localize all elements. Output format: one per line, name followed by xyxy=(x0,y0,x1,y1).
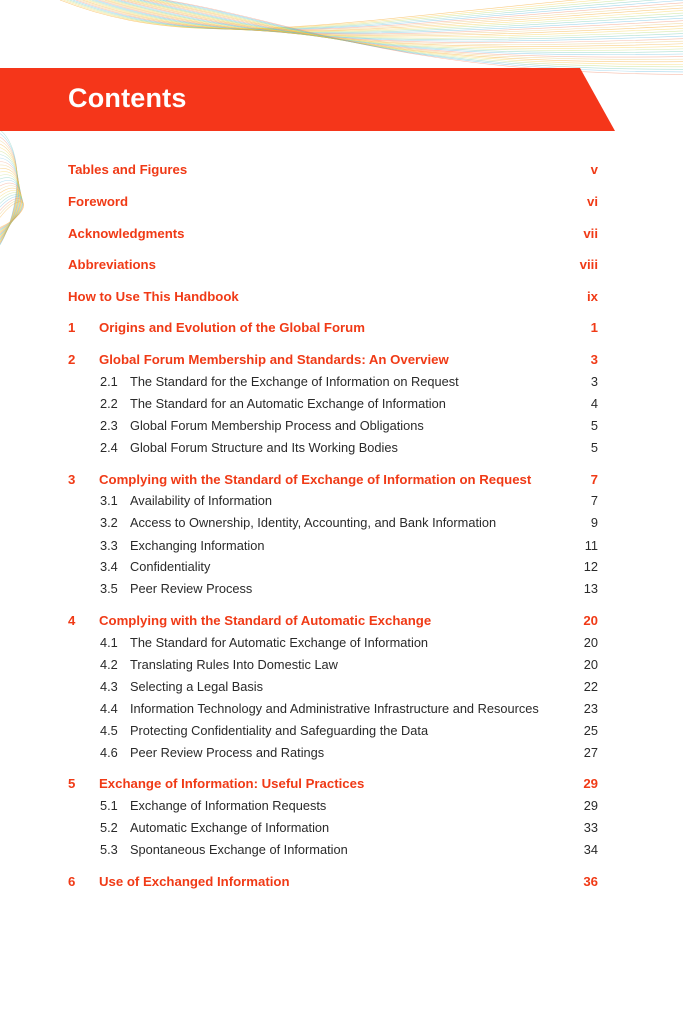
section-title: Global Forum Structure and Its Working Bodies xyxy=(130,440,398,455)
section-page: 5 xyxy=(590,440,598,455)
toc-section[interactable] xyxy=(68,634,598,652)
toc-entry-page: vi xyxy=(587,194,598,209)
section-page: 33 xyxy=(583,820,598,835)
section-number: 3.1 xyxy=(100,493,118,508)
section-page: 11 xyxy=(584,538,598,553)
section-title: Translating Rules Into Domestic Law xyxy=(130,657,338,672)
section-title: Exchanging Information xyxy=(130,538,265,553)
section-page: 9 xyxy=(590,515,598,530)
section-title: Information Technology and Administrative Infrastructure and Resources xyxy=(130,701,539,716)
toc-section[interactable] xyxy=(68,514,598,532)
chapter-number: 3 xyxy=(68,472,76,487)
toc-entry-front-matter[interactable] xyxy=(68,225,598,243)
section-number: 4.2 xyxy=(100,657,118,672)
toc-section[interactable] xyxy=(68,744,598,762)
section-number: 5.3 xyxy=(100,842,118,857)
section-page: 4 xyxy=(590,396,598,411)
toc-entry-title: How to Use This Handbook xyxy=(68,289,239,304)
chapter-page: 3 xyxy=(590,352,598,367)
section-title: Protecting Confidentiality and Safeguarding the Data xyxy=(130,723,429,738)
section-page: 23 xyxy=(583,701,598,716)
section-title: Peer Review Process xyxy=(130,581,253,596)
toc-entry-title: Abbreviations xyxy=(68,257,156,272)
toc-entry-front-matter[interactable] xyxy=(68,161,598,179)
toc-chapter-4[interactable] xyxy=(68,612,598,630)
chapter-title: Complying with the Standard of Automatic Exchange xyxy=(99,613,432,628)
toc-section[interactable] xyxy=(68,492,598,510)
section-title: Availability of Information xyxy=(130,493,273,508)
section-title: Confidentiality xyxy=(130,559,211,574)
section-page: 34 xyxy=(583,842,598,857)
toc-entry-title: Acknowledgments xyxy=(68,226,185,241)
section-page: 20 xyxy=(583,657,598,672)
section-title: Automatic Exchange of Information xyxy=(130,820,330,835)
section-page: 13 xyxy=(583,581,598,596)
toc-entry-title: Foreword xyxy=(68,194,129,209)
toc-entry-front-matter[interactable] xyxy=(68,288,598,306)
section-number: 5.1 xyxy=(100,798,118,813)
section-page: 25 xyxy=(583,723,598,738)
section-number: 2.2 xyxy=(100,396,118,411)
section-title: Peer Review Process and Ratings xyxy=(130,745,325,760)
toc-section[interactable] xyxy=(68,656,598,674)
section-number: 4.4 xyxy=(100,701,118,716)
toc-section[interactable] xyxy=(68,537,598,555)
toc-section[interactable] xyxy=(68,700,598,718)
chapter-title: Exchange of Information: Useful Practices xyxy=(99,776,365,791)
section-title: The Standard for an Automatic Exchange of Information xyxy=(130,396,446,411)
toc-section[interactable] xyxy=(68,373,598,391)
section-title: Global Forum Membership Process and Obligations xyxy=(130,418,424,433)
chapter-number: 2 xyxy=(68,352,76,367)
toc-entry-page: ix xyxy=(587,289,598,304)
section-number: 4.6 xyxy=(100,745,118,760)
section-title: The Standard for the Exchange of Information on Request xyxy=(130,374,459,389)
toc-section[interactable] xyxy=(68,558,598,576)
section-title: Exchange of Information Requests xyxy=(130,798,327,813)
toc-section[interactable] xyxy=(68,722,598,740)
toc-section[interactable] xyxy=(68,819,598,837)
toc-chapter-1[interactable] xyxy=(68,319,598,337)
toc-chapter-6[interactable] xyxy=(68,873,598,891)
section-title: The Standard for Automatic Exchange of Information xyxy=(130,635,429,650)
chapter-page: 1 xyxy=(590,320,598,335)
chapter-title: Use of Exchanged Information xyxy=(99,874,290,889)
toc-section[interactable] xyxy=(68,797,598,815)
chapter-number: 5 xyxy=(68,776,76,791)
toc-entry-front-matter[interactable] xyxy=(68,193,598,211)
section-number: 4.3 xyxy=(100,679,118,694)
chapter-page: 7 xyxy=(590,472,598,487)
chapter-title: Global Forum Membership and Standards: An Overview xyxy=(99,352,449,367)
toc-section[interactable] xyxy=(68,417,598,435)
section-page: 27 xyxy=(583,745,598,760)
chapter-number: 1 xyxy=(68,320,76,335)
toc-chapter-2[interactable] xyxy=(68,351,598,369)
section-number: 3.3 xyxy=(100,538,118,553)
chapter-title: Complying with the Standard of Exchange of Information on Request xyxy=(99,472,532,487)
toc-section[interactable] xyxy=(68,439,598,457)
toc-entry-page: viii xyxy=(579,257,598,272)
chapter-number: 4 xyxy=(68,613,76,628)
section-page: 20 xyxy=(583,635,598,650)
section-page: 29 xyxy=(583,798,598,813)
section-number: 2.4 xyxy=(100,440,118,455)
chapter-page: 20 xyxy=(583,613,598,628)
section-page: 3 xyxy=(590,374,598,389)
toc-entry-page: vii xyxy=(583,226,598,241)
section-number: 2.1 xyxy=(100,374,118,389)
toc-section[interactable] xyxy=(68,395,598,413)
toc-entry-page: v xyxy=(590,162,598,177)
section-page: 22 xyxy=(583,679,598,694)
section-number: 3.4 xyxy=(100,559,118,574)
toc-chapter-3[interactable] xyxy=(68,471,598,489)
page-title: Contents xyxy=(68,83,187,113)
section-number: 5.2 xyxy=(100,820,118,835)
toc-entry-title: Tables and Figures xyxy=(68,162,188,177)
section-title: Access to Ownership, Identity, Accounting, and Bank Information xyxy=(130,515,497,530)
title-banner xyxy=(0,68,615,131)
chapter-title: Origins and Evolution of the Global Forum xyxy=(99,320,365,335)
chapter-page: 36 xyxy=(583,874,598,889)
toc-chapter-5[interactable] xyxy=(68,775,598,793)
section-page: 5 xyxy=(590,418,598,433)
section-number: 3.2 xyxy=(100,515,118,530)
section-page: 12 xyxy=(583,559,598,574)
toc-entry-front-matter[interactable] xyxy=(68,256,598,274)
section-number: 4.1 xyxy=(100,635,118,650)
toc-section[interactable] xyxy=(68,580,598,598)
section-number: 2.3 xyxy=(100,418,118,433)
chapter-number: 6 xyxy=(68,874,76,889)
section-page: 7 xyxy=(590,493,598,508)
toc-section[interactable] xyxy=(68,841,598,859)
section-number: 3.5 xyxy=(100,581,118,596)
section-title: Selecting a Legal Basis xyxy=(130,679,264,694)
chapter-page: 29 xyxy=(583,776,598,791)
toc-section[interactable] xyxy=(68,678,598,696)
section-title: Spontaneous Exchange of Information xyxy=(130,842,348,857)
section-number: 4.5 xyxy=(100,723,118,738)
